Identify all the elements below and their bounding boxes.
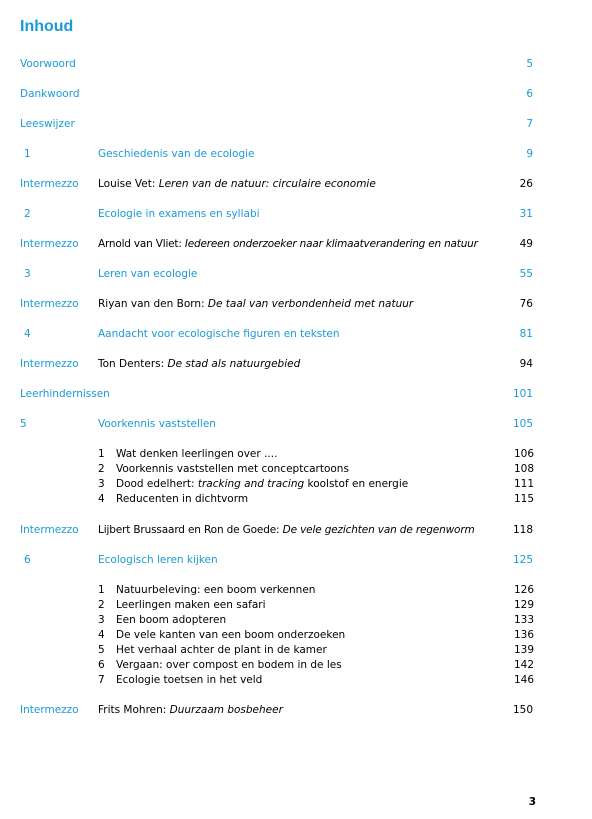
entry-page: 5 <box>526 58 533 70</box>
section-number: 6 <box>98 659 105 671</box>
intermezzo-label: Intermezzo <box>20 704 79 716</box>
intermezzo-author: Louise Vet: <box>98 178 159 190</box>
chapter-title: Voorkennis vaststellen <box>98 418 216 430</box>
toc-intermezzo[interactable] <box>0 237 592 252</box>
section-number: 3 <box>98 614 105 626</box>
toc-entry-dankwoord[interactable] <box>0 87 592 102</box>
entry-page: 49 <box>519 238 533 250</box>
toc-section[interactable] <box>98 658 534 673</box>
entry-page: 94 <box>519 358 533 370</box>
toc-section[interactable] <box>98 598 534 613</box>
intermezzo-author: Ton Denters: <box>98 358 168 370</box>
chapter-title: Ecologisch leren kijken <box>98 554 218 566</box>
section-page: 106 <box>513 448 534 460</box>
toc-chapter-5[interactable] <box>0 417 592 432</box>
section-number: 5 <box>98 644 105 656</box>
page-number: 3 <box>528 796 536 808</box>
toc-section[interactable] <box>98 477 534 492</box>
entry-page: 150 <box>512 704 533 716</box>
chapter-title: Geschiedenis van de ecologie <box>98 148 255 160</box>
section-page: 129 <box>513 599 534 611</box>
intermezzo-title: De vele gezichten van de regenworm <box>282 524 475 536</box>
toc-section[interactable] <box>98 492 534 507</box>
toc-section[interactable] <box>98 462 534 477</box>
section-number: 4 <box>98 493 105 505</box>
section-title-italic: tracking and tracing <box>197 478 305 490</box>
entry-page: 55 <box>519 268 533 280</box>
section-number: 1 <box>98 448 105 460</box>
entry-label: Leerhindernissen <box>20 388 110 400</box>
intermezzo-title: Duurzaam bosbeheer <box>169 704 283 716</box>
section-page: 139 <box>513 644 534 656</box>
chapter-number: 1 <box>24 148 31 160</box>
entry-page: 81 <box>519 328 533 340</box>
chapter-number: 6 <box>24 554 31 566</box>
section-number: 3 <box>98 478 105 490</box>
toc-chapter-1[interactable] <box>0 147 592 162</box>
section-title: Een boom adopteren <box>116 614 227 626</box>
section-title: Voorkennis vaststellen met conceptcartoons <box>116 463 349 475</box>
chapter-title: Leren van ecologie <box>98 268 198 280</box>
page-title: Inhoud <box>20 18 74 35</box>
entry-page: 76 <box>519 298 533 310</box>
entry-page: 26 <box>519 178 533 190</box>
toc-chapter-3[interactable] <box>0 267 592 282</box>
entry-page: 125 <box>512 554 533 566</box>
intermezzo-author: Frits Mohren: <box>98 704 170 716</box>
toc-section[interactable] <box>98 613 534 628</box>
entry-page: 7 <box>526 118 533 130</box>
section-title-part: koolstof en energie <box>304 478 409 490</box>
intermezzo-label: Intermezzo <box>20 238 79 250</box>
toc-chapter-4[interactable] <box>0 327 592 342</box>
toc-intermezzo[interactable] <box>0 523 592 538</box>
entry-page: 101 <box>512 388 533 400</box>
entry-page: 9 <box>526 148 533 160</box>
entry-page: 105 <box>512 418 533 430</box>
toc-intermezzo[interactable] <box>0 177 592 192</box>
section-title-part: Dood edelhert: <box>116 478 198 490</box>
entry-page: 118 <box>512 524 533 536</box>
chapter-number: 4 <box>24 328 31 340</box>
chapter-title: Aandacht voor ecologische figuren en teksten <box>98 328 340 340</box>
intermezzo-title: Leren van de natuur: circulaire economie <box>158 178 376 190</box>
intermezzo-title: De taal van verbondenheid met natuur <box>207 298 414 310</box>
toc-entry-voorwoord[interactable] <box>0 57 592 72</box>
toc-section[interactable] <box>98 583 534 598</box>
toc-chapter-2[interactable] <box>0 207 592 222</box>
toc-chapter-6[interactable] <box>0 553 592 568</box>
intermezzo-author: Riyan van den Born: <box>98 298 208 310</box>
section-title: De vele kanten van een boom onderzoeken <box>116 629 346 641</box>
section-title: Vergaan: over compost en bodem in de les <box>116 659 342 671</box>
section-number: 7 <box>98 674 105 686</box>
chapter-number: 2 <box>24 208 31 220</box>
section-title: Leerlingen maken een safari <box>116 599 266 611</box>
entry-label: Voorwoord <box>20 58 76 70</box>
entry-label: Dankwoord <box>20 88 80 100</box>
chapter-number: 3 <box>24 268 31 280</box>
section-title: Ecologie toetsen in het veld <box>116 674 263 686</box>
toc-section[interactable] <box>98 673 534 688</box>
toc-section[interactable] <box>98 643 534 658</box>
entry-page: 6 <box>526 88 533 100</box>
chapter-title: Ecologie in examens en syllabi <box>98 208 260 220</box>
section-page: 115 <box>513 493 534 505</box>
section-title: Het verhaal achter de plant in de kamer <box>116 644 327 656</box>
toc-intermezzo[interactable] <box>0 297 592 312</box>
intermezzo-title: De stad als natuurgebied <box>167 358 301 370</box>
section-page: 108 <box>513 463 534 475</box>
section-title: Wat denken leerlingen over .... <box>116 448 278 460</box>
section-number: 1 <box>98 584 105 596</box>
section-page: 126 <box>513 584 534 596</box>
section-page: 133 <box>513 614 534 626</box>
intermezzo-label: Intermezzo <box>20 178 79 190</box>
section-title: Reducenten in dichtvorm <box>116 493 249 505</box>
intermezzo-label: Intermezzo <box>20 298 79 310</box>
intermezzo-label: Intermezzo <box>20 358 79 370</box>
section-number: 2 <box>98 463 105 475</box>
intermezzo-author: Arnold van Vliet: <box>98 238 185 250</box>
entry-page: 31 <box>519 208 533 220</box>
chapter-number: 5 <box>20 418 27 430</box>
toc-intermezzo[interactable] <box>0 703 592 718</box>
section-page: 111 <box>513 478 534 490</box>
section-number: 4 <box>98 629 105 641</box>
intermezzo-label: Intermezzo <box>20 524 79 536</box>
section-number: 2 <box>98 599 105 611</box>
toc-intermezzo[interactable] <box>0 357 592 372</box>
section-page: 136 <box>513 629 534 641</box>
toc-section[interactable] <box>98 628 534 643</box>
section-page: 146 <box>513 674 534 686</box>
section-title: Natuurbeleving: een boom verkennen <box>116 584 316 596</box>
toc-entry-leerhindernissen[interactable] <box>0 387 592 402</box>
section-page: 142 <box>513 659 534 671</box>
toc-entry-leeswijzer[interactable] <box>0 117 592 132</box>
entry-label: Leeswijzer <box>20 118 75 130</box>
intermezzo-author: Lijbert Brussaard en Ron de Goede: <box>98 524 283 536</box>
toc-section[interactable] <box>98 447 534 462</box>
intermezzo-title: Iedereen onderzoeker naar klimaatverandering en natuur <box>184 238 478 250</box>
